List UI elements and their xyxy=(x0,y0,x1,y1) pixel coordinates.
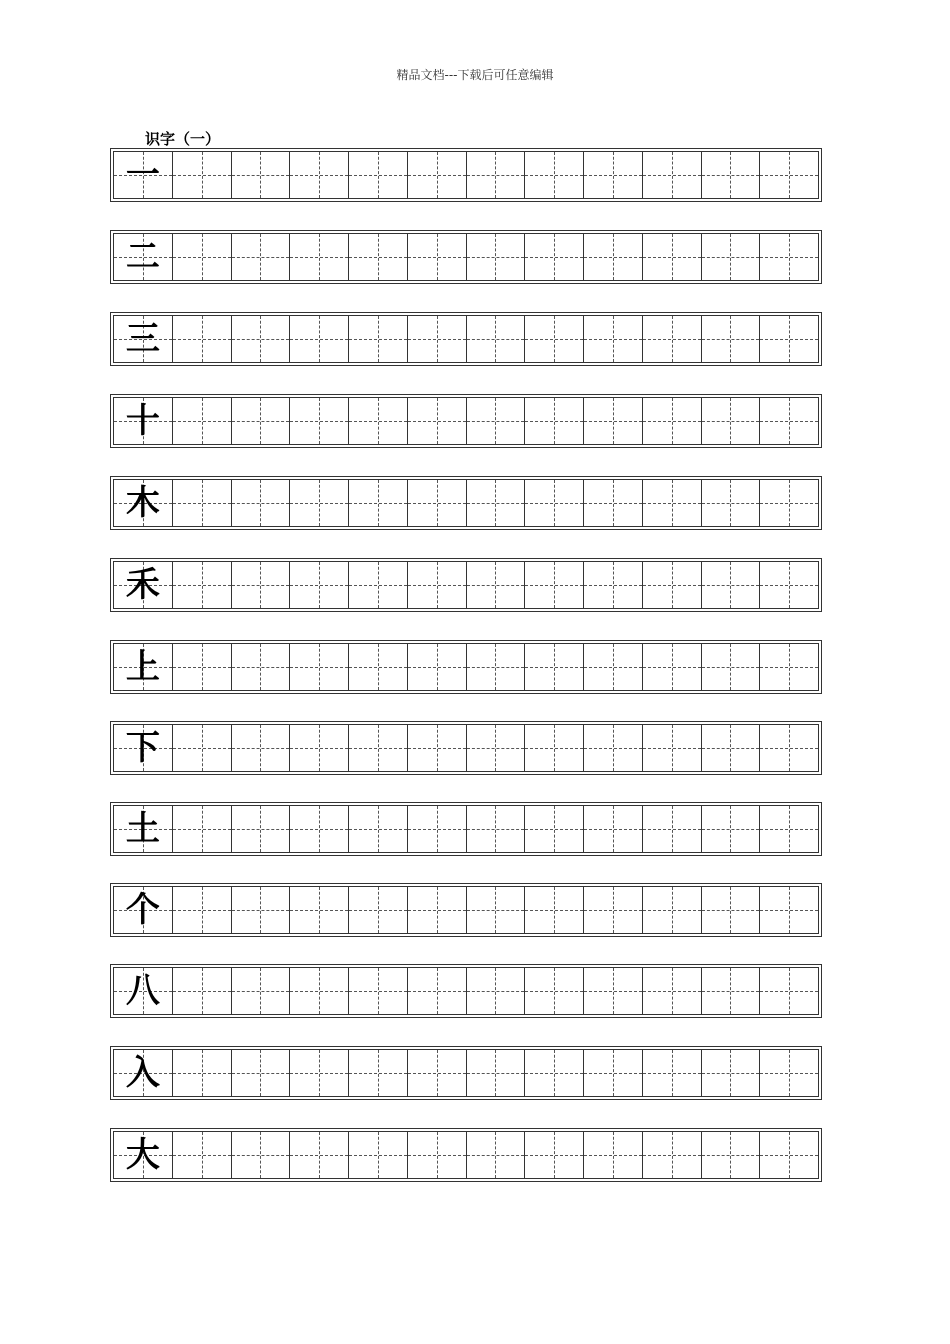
practice-row-grid xyxy=(113,886,819,934)
practice-cell xyxy=(172,1050,231,1096)
practice-cell xyxy=(524,152,583,198)
practice-cell xyxy=(466,806,525,852)
practice-cell xyxy=(642,806,701,852)
practice-cell xyxy=(289,234,348,280)
practice-cell xyxy=(701,644,760,690)
practice-cell xyxy=(407,562,466,608)
practice-cell xyxy=(701,725,760,771)
practice-cell xyxy=(348,806,407,852)
practice-cell xyxy=(407,968,466,1014)
practice-cell xyxy=(466,562,525,608)
practice-cell xyxy=(231,234,290,280)
practice-cell xyxy=(466,725,525,771)
practice-cell xyxy=(289,562,348,608)
model-character-cell xyxy=(114,806,172,852)
practice-cell xyxy=(231,480,290,526)
practice-cell xyxy=(231,152,290,198)
practice-cell xyxy=(466,234,525,280)
practice-cell xyxy=(231,968,290,1014)
practice-row xyxy=(110,721,822,775)
practice-cell xyxy=(759,480,818,526)
practice-cell xyxy=(642,562,701,608)
model-character: 二 xyxy=(125,237,160,277)
practice-row xyxy=(110,640,822,694)
model-character-cell xyxy=(114,562,172,608)
practice-cell xyxy=(172,644,231,690)
practice-row-grid xyxy=(113,315,819,363)
practice-cell xyxy=(701,316,760,362)
model-character-cell xyxy=(114,234,172,280)
practice-row xyxy=(110,312,822,366)
practice-cell xyxy=(172,887,231,933)
practice-cell xyxy=(466,1132,525,1178)
practice-cell xyxy=(466,968,525,1014)
practice-cell xyxy=(466,398,525,444)
practice-cell xyxy=(642,398,701,444)
practice-cell xyxy=(642,480,701,526)
practice-cell xyxy=(701,480,760,526)
model-character: 一 xyxy=(125,155,160,195)
practice-cell xyxy=(642,234,701,280)
practice-cell xyxy=(348,1132,407,1178)
practice-cell xyxy=(231,316,290,362)
practice-cell xyxy=(289,480,348,526)
practice-cell xyxy=(583,1050,642,1096)
model-character-cell xyxy=(114,1132,172,1178)
practice-cell xyxy=(583,806,642,852)
model-character: 土 xyxy=(125,809,160,849)
practice-cell xyxy=(172,806,231,852)
practice-cell xyxy=(231,398,290,444)
practice-cell xyxy=(759,316,818,362)
practice-cell xyxy=(231,644,290,690)
practice-row-grid xyxy=(113,1131,819,1179)
practice-cell xyxy=(466,152,525,198)
model-character: 木 xyxy=(125,483,160,523)
model-character-cell xyxy=(114,887,172,933)
practice-row-grid xyxy=(113,233,819,281)
practice-cell xyxy=(466,480,525,526)
practice-cell xyxy=(759,398,818,444)
practice-cell xyxy=(407,887,466,933)
practice-cell xyxy=(583,152,642,198)
practice-cell xyxy=(701,562,760,608)
practice-cell xyxy=(407,644,466,690)
practice-row xyxy=(110,394,822,448)
model-character-cell xyxy=(114,968,172,1014)
practice-row-grid xyxy=(113,151,819,199)
practice-cell xyxy=(524,234,583,280)
page-header: 精品文档---下载后可任意编辑 xyxy=(396,68,554,82)
model-character: 八 xyxy=(125,971,160,1011)
section-title: 识字（一） xyxy=(145,130,221,148)
model-character: 大 xyxy=(125,1135,160,1175)
practice-cell xyxy=(701,398,760,444)
practice-cell xyxy=(407,725,466,771)
practice-cell xyxy=(348,968,407,1014)
practice-cell xyxy=(759,1132,818,1178)
practice-cell xyxy=(524,887,583,933)
practice-cell xyxy=(583,887,642,933)
practice-cell xyxy=(172,480,231,526)
practice-cell xyxy=(407,234,466,280)
practice-row xyxy=(110,558,822,612)
practice-cell xyxy=(642,152,701,198)
practice-cell xyxy=(701,887,760,933)
model-character: 上 xyxy=(125,647,160,687)
model-character-cell xyxy=(114,316,172,362)
practice-cell xyxy=(289,644,348,690)
practice-cell xyxy=(701,806,760,852)
practice-cell xyxy=(348,480,407,526)
practice-row-grid xyxy=(113,479,819,527)
practice-cell xyxy=(466,316,525,362)
practice-cell xyxy=(642,968,701,1014)
practice-row xyxy=(110,802,822,856)
practice-cell xyxy=(524,316,583,362)
practice-cell xyxy=(289,806,348,852)
practice-cell xyxy=(348,234,407,280)
practice-cell xyxy=(642,887,701,933)
practice-cell xyxy=(583,1132,642,1178)
practice-cell xyxy=(524,398,583,444)
practice-cell xyxy=(759,644,818,690)
practice-cell xyxy=(289,1050,348,1096)
practice-row-grid xyxy=(113,1049,819,1097)
practice-cell xyxy=(172,968,231,1014)
practice-cell xyxy=(348,562,407,608)
practice-cell xyxy=(759,968,818,1014)
practice-row-grid xyxy=(113,805,819,853)
practice-row-grid xyxy=(113,561,819,609)
practice-row-grid xyxy=(113,967,819,1015)
practice-cell xyxy=(524,480,583,526)
practice-cell xyxy=(524,968,583,1014)
practice-cell xyxy=(172,316,231,362)
practice-row-grid xyxy=(113,643,819,691)
practice-cell xyxy=(289,152,348,198)
practice-cell xyxy=(231,1132,290,1178)
practice-cell xyxy=(466,1050,525,1096)
practice-cell xyxy=(583,968,642,1014)
practice-cell xyxy=(759,152,818,198)
practice-cell xyxy=(524,725,583,771)
practice-cell xyxy=(231,562,290,608)
practice-cell xyxy=(759,234,818,280)
practice-cell xyxy=(701,234,760,280)
practice-cell xyxy=(583,316,642,362)
practice-cell xyxy=(759,806,818,852)
practice-cell xyxy=(701,968,760,1014)
practice-cell xyxy=(231,725,290,771)
model-character-cell xyxy=(114,644,172,690)
practice-cell xyxy=(172,152,231,198)
practice-cell xyxy=(642,1132,701,1178)
practice-cell xyxy=(466,644,525,690)
practice-cell xyxy=(231,1050,290,1096)
practice-cell xyxy=(524,644,583,690)
practice-cell xyxy=(524,562,583,608)
model-character: 三 xyxy=(125,319,160,359)
model-character: 个 xyxy=(125,890,160,930)
practice-row xyxy=(110,1046,822,1100)
model-character: 入 xyxy=(125,1053,160,1093)
practice-cell xyxy=(759,562,818,608)
model-character-cell xyxy=(114,480,172,526)
model-character: 十 xyxy=(125,401,160,441)
practice-cell xyxy=(348,887,407,933)
practice-cell xyxy=(524,806,583,852)
practice-cell xyxy=(583,562,642,608)
practice-cell xyxy=(466,887,525,933)
practice-cell xyxy=(407,152,466,198)
practice-cell xyxy=(524,1132,583,1178)
practice-cell xyxy=(642,725,701,771)
practice-row xyxy=(110,148,822,202)
practice-cell xyxy=(701,1050,760,1096)
practice-cell xyxy=(407,1050,466,1096)
practice-cell xyxy=(759,1050,818,1096)
practice-cell xyxy=(231,806,290,852)
practice-row xyxy=(110,230,822,284)
practice-cell xyxy=(701,152,760,198)
practice-cell xyxy=(348,725,407,771)
practice-cell xyxy=(348,316,407,362)
practice-row-grid xyxy=(113,397,819,445)
model-character: 下 xyxy=(125,728,160,768)
practice-cell xyxy=(348,1050,407,1096)
practice-cell xyxy=(583,644,642,690)
practice-cell xyxy=(407,316,466,362)
model-character-cell xyxy=(114,1050,172,1096)
practice-cell xyxy=(172,234,231,280)
practice-cell xyxy=(583,234,642,280)
practice-cell xyxy=(407,1132,466,1178)
practice-cell xyxy=(583,725,642,771)
practice-cell xyxy=(348,398,407,444)
practice-cell xyxy=(642,1050,701,1096)
practice-cell xyxy=(289,1132,348,1178)
practice-cell xyxy=(231,887,290,933)
practice-cell xyxy=(407,480,466,526)
practice-cell xyxy=(583,480,642,526)
practice-row xyxy=(110,476,822,530)
practice-cell xyxy=(172,1132,231,1178)
practice-cell xyxy=(289,725,348,771)
practice-cell xyxy=(759,887,818,933)
practice-cell xyxy=(524,1050,583,1096)
practice-row-grid xyxy=(113,724,819,772)
practice-row xyxy=(110,883,822,937)
practice-cell xyxy=(759,725,818,771)
practice-row xyxy=(110,1128,822,1182)
model-character: 禾 xyxy=(125,565,160,605)
practice-cell xyxy=(407,398,466,444)
practice-cell xyxy=(348,152,407,198)
practice-cell xyxy=(701,1132,760,1178)
practice-cell xyxy=(289,887,348,933)
model-character-cell xyxy=(114,152,172,198)
practice-cell xyxy=(289,398,348,444)
practice-cell xyxy=(289,968,348,1014)
practice-cell xyxy=(583,398,642,444)
practice-cell xyxy=(348,644,407,690)
practice-cell xyxy=(172,398,231,444)
practice-row xyxy=(110,964,822,1018)
practice-cell xyxy=(172,562,231,608)
model-character-cell xyxy=(114,398,172,444)
model-character-cell xyxy=(114,725,172,771)
practice-cell xyxy=(642,644,701,690)
practice-cell xyxy=(642,316,701,362)
practice-cell xyxy=(289,316,348,362)
practice-cell xyxy=(172,725,231,771)
practice-cell xyxy=(407,806,466,852)
